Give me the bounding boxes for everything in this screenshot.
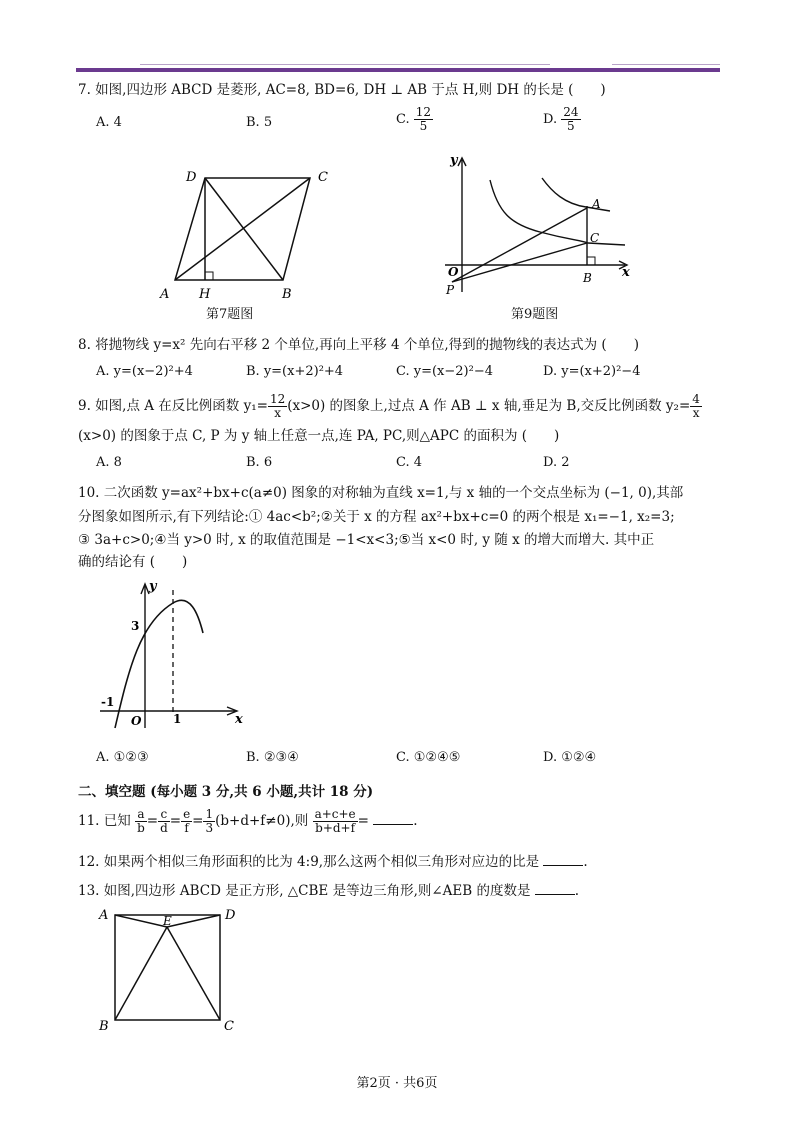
q9-option-a: A. 8 (96, 455, 122, 470)
header-bar (76, 68, 720, 72)
q7-stem: 7. 如图,四边形 ABCD 是菱形, AC=8, BD=6, DH ⊥ AB 于点 H,则 DH 的长是 ( ) (78, 82, 606, 98)
q8-option-d: D. y=(x+2)²−4 (543, 364, 641, 379)
q9-stem-line2: (x>0) 的图象于点 C, P 为 y 轴上任意一点,连 PA, PC,则△APC 的面积为 ( ) (78, 428, 560, 444)
label-y: y (450, 153, 458, 168)
segment-ce (167, 927, 220, 1020)
label-3: 3 (131, 619, 140, 633)
q8-option-b: B. y=(x+2)²+4 (246, 364, 344, 379)
q9-option-d: D. 2 (543, 455, 570, 470)
q10-line4: 确的结论有 ( ) (78, 554, 188, 570)
label-y: y (149, 579, 157, 594)
q11-answer-blank[interactable] (373, 812, 413, 825)
q9-option-b: B. 6 (246, 455, 273, 470)
q13-figure (95, 903, 245, 1033)
q8-stem: 8. 将抛物线 y=x² 先向右平移 2 个单位,再向上平移 4 个单位,得到的抛物线的表达式为 ( ) (78, 337, 639, 353)
segment-pc (452, 243, 587, 282)
q8-option-a: A. y=(x−2)²+4 (96, 364, 193, 379)
curve-y2 (490, 180, 625, 245)
label-a: A (160, 287, 170, 302)
label-x: x (235, 712, 243, 727)
diagonal-ac (175, 178, 310, 280)
segment-pa (452, 208, 587, 282)
q9-option-c: C. 4 (396, 455, 423, 470)
q10-figure (95, 578, 260, 733)
parabola (115, 600, 203, 728)
q12-answer-blank[interactable] (543, 853, 583, 866)
q10-line2: 分图象如图所示,有下列结论:① 4ac<b²;②关于 x 的方程 ax²+bx+c=0 的两个根是 x₁=−1, x₂=3; (78, 509, 675, 525)
q9-stem-line1: 9. 如图,点 A 在反比例函数 y₁= $\frac{12}{x}$ (x>0) 的图象上,过点 A 作 AB ⊥ x 轴,垂足为 B,交反比例函数 y₂= $\frac{4}{x}$ (78, 392, 700, 420)
q10-option-d: D. ①②④ (543, 750, 597, 765)
label-1: 1 (173, 712, 182, 726)
label-h: H (199, 287, 211, 302)
label-c: C (224, 1019, 234, 1033)
diagonal-bd (205, 178, 283, 280)
q7-option-a: A. 4 (96, 115, 122, 130)
section2-title: 二、填空题 (每小题 3 分,共 6 小题,共计 18 分) (78, 784, 374, 800)
label-x: x (622, 265, 630, 280)
q10-option-b: B. ②③④ (246, 750, 299, 765)
label-a: A (99, 908, 109, 923)
label-o: O (131, 714, 142, 728)
q9-figure-caption: 第9题图 (511, 307, 559, 322)
right-angle-mark-b (587, 257, 595, 265)
q10-option-a: A. ①②③ (96, 750, 149, 765)
label-b: B (99, 1019, 109, 1033)
right-angle-mark (205, 272, 213, 280)
label-a: A (592, 197, 601, 211)
label-b: B (282, 287, 292, 302)
label-d: D (225, 908, 236, 923)
q13-stem: 13. 如图,四边形 ABCD 是正方形, △CBE 是等边三角形,则∠AEB 的度数是 . (78, 883, 580, 899)
q11-stem: 11. 已知 $\frac{a}{b}$ = $\frac{c}{d}$ = $\frac{e}{f}$ = $\frac{1}{3}$ (b+d+f≠0),则 $\frac{a+c+e}{b+d+f}$ = . (78, 807, 418, 835)
page-footer: 第2页 · 共6页 (356, 1076, 438, 1091)
segment-de (167, 915, 220, 927)
q10-line3: ③ 3a+c>0;④当 y>0 时, x 的取值范围是 −1<x<3;⑤当 x<0 时, y 随 x 的增大而增大. 其中正 (78, 532, 655, 548)
label-neg1: -1 (101, 695, 115, 709)
square-abcd (115, 915, 220, 1020)
q13-answer-blank[interactable] (535, 882, 575, 895)
label-o: O (448, 265, 459, 279)
q7-option-b: B. 5 (246, 115, 273, 130)
segment-be (115, 927, 167, 1020)
q12-stem: 12. 如果两个相似三角形面积的比为 4:9,那么这两个相似三角形对应边的比是 . (78, 854, 588, 870)
q7-option-d: D. $\frac{24}{5}$ (543, 105, 579, 133)
label-c: C (318, 170, 328, 185)
q7-option-c: C. $\frac{12}{5}$ (396, 105, 432, 133)
label-d: D (186, 170, 197, 185)
q7-figure (150, 160, 350, 310)
label-b: B (583, 271, 592, 285)
q10-line1: 10. 二次函数 y=ax²+bx+c(a≠0) 图象的对称轴为直线 x=1,与 x 轴的一个交点坐标为 (−1, 0),其部 (78, 485, 684, 501)
q9-figure (440, 152, 640, 302)
q8-option-c: C. y=(x−2)²−4 (396, 364, 493, 379)
label-e: E (163, 914, 172, 928)
label-c: C (590, 231, 600, 245)
q7-figure-caption: 第7题图 (206, 307, 254, 322)
label-p: P (446, 283, 455, 297)
q10-option-c: C. ①②④⑤ (396, 750, 461, 765)
header-thin-line-right (612, 64, 720, 65)
segment-ae (115, 915, 167, 927)
header-thin-line (140, 64, 550, 65)
